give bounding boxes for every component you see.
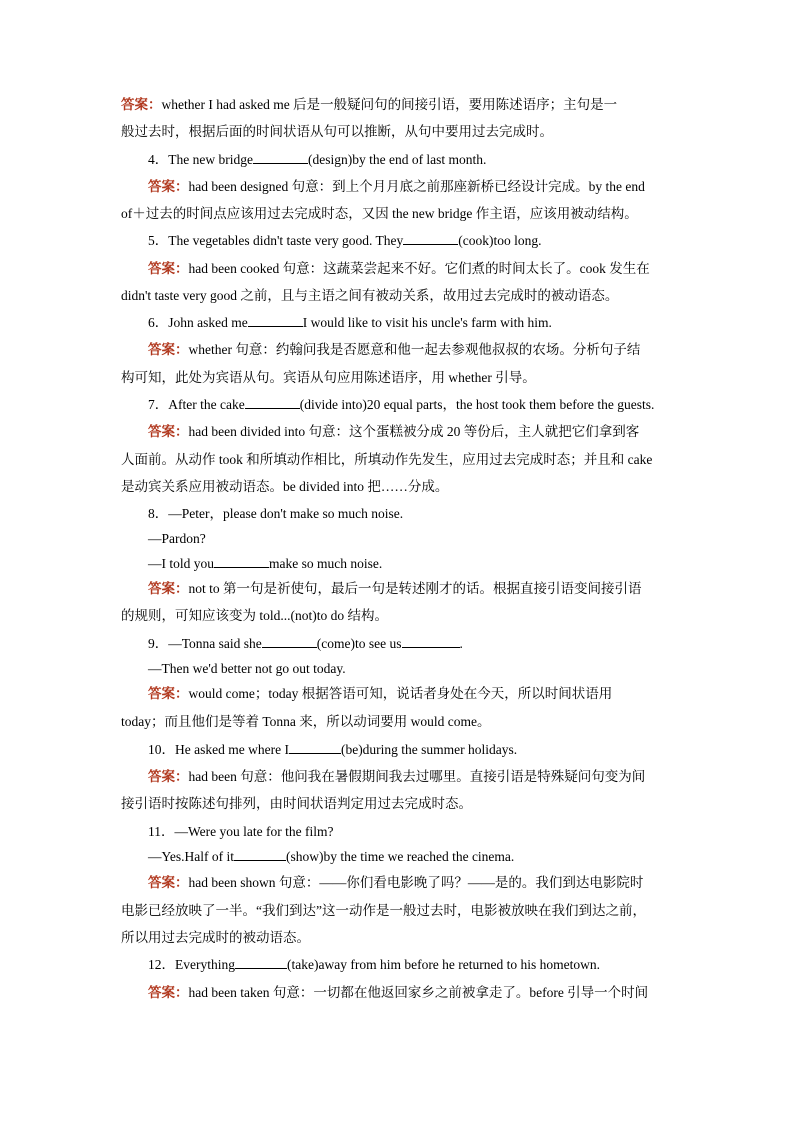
answer-blank	[253, 151, 308, 164]
answer-10-line-1: 答案：had been 句意：他问我在暑假期间我去过哪里。直接引语是特殊疑问句变为间	[148, 769, 646, 784]
answer-blank	[234, 848, 286, 861]
answer-3-line-1: 答案：whether I had asked me 后是一般疑问句的间接引语，要用陈述语序；主句是一	[121, 97, 618, 112]
answer-blank	[235, 956, 287, 969]
answer-10-line-2: 接引语时按陈述句排列，由时间状语判定用过去完成时态。	[121, 796, 472, 811]
question-4: 4．The new bridge (design)by the end of last month.	[148, 152, 487, 167]
answer-blank	[214, 555, 269, 568]
answer-blank	[402, 635, 460, 648]
answer-4-line-2: of＋过去的时间点应该用过去完成时态，又因 the new bridge 作主语，应该用被动结构。	[121, 206, 638, 221]
answer-blank	[248, 314, 303, 327]
answer-7-line-1: 答案：had been divided into 句意：这个蛋糕被分成 20 等份后，主人就把它们拿到客	[148, 424, 640, 439]
answer-7-line-2: 人面前。从动作 took 和所填动作相比，所填动作先发生，应用过去完成时态；并且和 cake	[121, 452, 653, 467]
answer-9-line-1: 答案：would come；today 根据答语可知，说话者身处在今天，所以时间状语用	[148, 686, 613, 701]
answer-label: 答案：	[148, 985, 189, 1000]
answer-3-line-2: 般过去时，根据后面的时间状语从句可以推断，从句中要用过去完成时。	[121, 124, 553, 139]
question-9-line-1: 9．—Tonna said she (come)to see us .	[148, 636, 463, 651]
answer-blank	[403, 232, 458, 245]
question-12: 12．Everything (take)away from him before he returned to his hometown.	[148, 957, 601, 972]
answer-blank	[245, 396, 300, 409]
question-8-line-2: —Pardon?	[148, 531, 206, 546]
answer-blank	[289, 741, 341, 754]
question-11-line-1: 11．—Were you late for the film?	[148, 824, 334, 839]
question-7: 7．After the cake (divide into)20 equal parts，the host took them before the guests.	[148, 397, 655, 412]
answer-blank	[262, 635, 317, 648]
answer-8-line-2: 的规则，可知应该变为 told...(not)to do 结构。	[121, 608, 388, 623]
answer-6-line-1: 答案：whether 句意：约翰问我是否愿意和他一起去参观他叔叔的农场。分析句子结	[148, 342, 641, 357]
question-6: 6．John asked me I would like to visit his uncle's farm with him.	[148, 315, 552, 330]
answer-label: 答案：	[148, 581, 189, 596]
question-10: 10．He asked me where I (be)during the summer holidays.	[148, 742, 518, 757]
answer-label: 答案：	[121, 97, 162, 112]
answer-12-line-1: 答案：had been taken 句意：一切都在他返回家乡之前被拿走了。before 引导一个时间	[148, 985, 649, 1000]
answer-label: 答案：	[148, 875, 189, 890]
answer-11-line-3: 所以用过去完成时的被动语态。	[121, 930, 310, 945]
answer-8-line-1: 答案：not to 第一句是祈使句，最后一句是转述刚才的话。根据直接引语变间接引语	[148, 581, 642, 596]
answer-9-line-2: today；而且他们是等着 Tonna 来，所以动词要用 would come。	[121, 714, 491, 729]
question-11-line-2: —Yes.Half of it (show)by the time we reached the cinema.	[148, 849, 515, 864]
answer-label: 答案：	[148, 342, 189, 357]
question-9-line-2: —Then we'd better not go out today.	[148, 661, 346, 676]
answer-label: 答案：	[148, 769, 189, 784]
answer-6-line-2: 构可知，此处为宾语从句。宾语从句应用陈述语序，用 whether 引导。	[121, 370, 536, 385]
answer-5-line-1: 答案：had been cooked 句意：这蔬菜尝起来不好。它们煮的时间太长了。cook 发生在	[148, 261, 650, 276]
answer-5-line-2: didn't taste very good 之前，且与主语之间有被动关系，故用过去完成时的被动语态。	[121, 288, 619, 303]
answer-4-line-1: 答案：had been designed 句意：到上个月月底之前那座新桥已经设计完成。by the end	[148, 179, 645, 194]
answer-7-line-3: 是动宾关系应用被动语态。be divided into 把……分成。	[121, 479, 449, 494]
question-5: 5．The vegetables didn't taste very good. They (cook)too long.	[148, 233, 542, 248]
answer-11-line-1: 答案：had been shown 句意：——你们看电影晚了吗？——是的。我们到达电影院时	[148, 875, 644, 890]
question-8-line-3: —I told you make so much noise.	[148, 556, 383, 571]
answer-label: 答案：	[148, 261, 189, 276]
answer-11-line-2: 电影已经放映了一半。“我们到达”这一动作是一般过去时，电影被放映在我们到达之前，	[121, 903, 646, 918]
answer-label: 答案：	[148, 686, 189, 701]
answer-label: 答案：	[148, 424, 189, 439]
question-8-line-1: 8．—Peter，please don't make so much noise.	[148, 506, 404, 521]
answer-label: 答案：	[148, 179, 189, 194]
